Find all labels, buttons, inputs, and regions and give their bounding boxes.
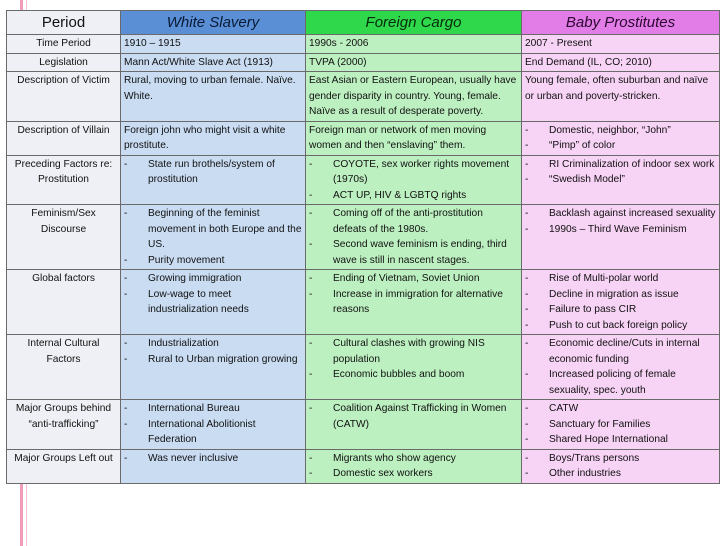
list-item: - Failure to pass CIR xyxy=(525,302,716,318)
foreign-cargo-cell xyxy=(306,155,522,205)
white-slavery-cell xyxy=(121,449,306,483)
list-item: - Increase in immigration for alternative reasons xyxy=(309,287,518,318)
list-item: - Economic decline/Cuts in internal economic funding xyxy=(525,336,716,367)
table-row xyxy=(7,400,720,450)
list-item: - “Swedish Model” xyxy=(525,172,716,188)
list-item: - 1990s – Third Wave Feminism xyxy=(525,222,716,238)
list-item: - RI Criminalization of indoor sex work xyxy=(525,157,716,173)
list-item: - Other industries xyxy=(525,466,716,482)
row-label: Internal Cultural Factors xyxy=(7,335,121,400)
foreign-cargo-cell xyxy=(306,335,522,400)
list-item: - Decline in migration as issue xyxy=(525,287,716,303)
table-row xyxy=(7,449,720,483)
foreign-cargo-cell: 1990s - 2006 xyxy=(306,35,522,54)
row-label: Feminism/Sex Discourse xyxy=(7,205,121,270)
white-slavery-cell xyxy=(121,155,306,205)
list-item: - Rural to Urban migration growing xyxy=(124,352,302,368)
list-item: - “Pimp” of color xyxy=(525,138,716,154)
list-item: - Economic bubbles and boom xyxy=(309,367,518,383)
baby-prostitutes-cell: End Demand (IL, CO; 2010) xyxy=(522,53,720,72)
white-slavery-cell: Rural, moving to urban female. Naïve. White. xyxy=(121,72,306,122)
white-slavery-cell xyxy=(121,400,306,450)
table-row xyxy=(7,270,720,335)
foreign-cargo-cell xyxy=(306,205,522,270)
list-item: - Push to cut back foreign policy xyxy=(525,318,716,334)
row-label: Description of Villain xyxy=(7,121,121,155)
header-foreign-cargo: Foreign Cargo xyxy=(306,11,522,35)
foreign-cargo-cell: Foreign man or network of men moving women and then “enslaving” them. xyxy=(306,121,522,155)
row-label: Legislation xyxy=(7,53,121,72)
table-row xyxy=(7,53,720,72)
white-slavery-cell xyxy=(121,270,306,335)
list-item: - Growing immigration xyxy=(124,271,302,287)
list-item: - Sanctuary for Families xyxy=(525,417,716,433)
white-slavery-cell xyxy=(121,335,306,400)
list-item: - International Bureau xyxy=(124,401,302,417)
baby-prostitutes-cell xyxy=(522,205,720,270)
list-item: - International Abolitionist Federation xyxy=(124,417,302,448)
row-label: Time Period xyxy=(7,35,121,54)
row-label: Description of Victim xyxy=(7,72,121,122)
white-slavery-cell: Foreign john who might visit a white prostitute. xyxy=(121,121,306,155)
baby-prostitutes-cell xyxy=(522,449,720,483)
list-item: - COYOTE, sex worker rights movement (1970s) xyxy=(309,157,518,188)
row-label: Major Groups behind “anti-trafficking” xyxy=(7,400,121,450)
row-label: Global factors xyxy=(7,270,121,335)
comparison-table xyxy=(6,10,720,484)
table-row xyxy=(7,155,720,205)
list-item: - ACT UP, HIV & LGBTQ rights xyxy=(309,188,518,204)
list-item: - State run brothels/system of prostitution xyxy=(124,157,302,188)
white-slavery-cell xyxy=(121,205,306,270)
list-item: - Boys/Trans persons xyxy=(525,451,716,467)
list-item: - Cultural clashes with growing NIS population xyxy=(309,336,518,367)
list-item: - Was never inclusive xyxy=(124,451,302,467)
row-label: Major Groups Left out xyxy=(7,449,121,483)
foreign-cargo-cell xyxy=(306,400,522,450)
list-item: - Backlash against increased sexuality xyxy=(525,206,716,222)
table-row xyxy=(7,35,720,54)
list-item: - Industrialization xyxy=(124,336,302,352)
list-item: - Low-wage to meet industrialization needs xyxy=(124,287,302,318)
list-item: - Domestic sex workers xyxy=(309,466,518,482)
header-period: Period xyxy=(7,11,121,35)
foreign-cargo-cell xyxy=(306,270,522,335)
baby-prostitutes-cell xyxy=(522,155,720,205)
list-item: - Ending of Vietnam, Soviet Union xyxy=(309,271,518,287)
table-row xyxy=(7,335,720,400)
list-item: - Coalition Against Trafficking in Women (CATW) xyxy=(309,401,518,432)
foreign-cargo-cell: East Asian or Eastern European, usually have gender disparity in country. Young, female. Naïve as a result of desperate poverty. xyxy=(306,72,522,122)
header-row xyxy=(7,11,720,35)
list-item: - Migrants who show agency xyxy=(309,451,518,467)
list-item: - Increased policing of female sexuality, spec. youth xyxy=(525,367,716,398)
baby-prostitutes-cell xyxy=(522,400,720,450)
list-item: - Second wave feminism is ending, third wave is still in nascent stages. xyxy=(309,237,518,268)
white-slavery-cell: Mann Act/White Slave Act (1913) xyxy=(121,53,306,72)
table-row xyxy=(7,121,720,155)
header-baby-prostitutes: Baby Prostitutes xyxy=(522,11,720,35)
foreign-cargo-cell: TVPA (2000) xyxy=(306,53,522,72)
baby-prostitutes-cell xyxy=(522,270,720,335)
baby-prostitutes-cell xyxy=(522,335,720,400)
list-item: - Rise of Multi-polar world xyxy=(525,271,716,287)
table-row xyxy=(7,205,720,270)
list-item: - Domestic, neighbor, “John” xyxy=(525,123,716,139)
foreign-cargo-cell xyxy=(306,449,522,483)
baby-prostitutes-cell: 2007 - Present xyxy=(522,35,720,54)
list-item: - CATW xyxy=(525,401,716,417)
table-row xyxy=(7,72,720,122)
list-item: - Purity movement xyxy=(124,253,302,269)
list-item: - Coming off of the anti-prostitution defeats of the 1980s. xyxy=(309,206,518,237)
list-item: - Beginning of the feminist movement in both Europe and the US. xyxy=(124,206,302,253)
row-label: Preceding Factors re: Prostitution xyxy=(7,155,121,205)
white-slavery-cell: 1910 – 1915 xyxy=(121,35,306,54)
baby-prostitutes-cell xyxy=(522,121,720,155)
baby-prostitutes-cell: Young female, often suburban and naïve or urban and poverty-stricken. xyxy=(522,72,720,122)
header-white-slavery: White Slavery xyxy=(121,11,306,35)
list-item: - Shared Hope International xyxy=(525,432,716,448)
